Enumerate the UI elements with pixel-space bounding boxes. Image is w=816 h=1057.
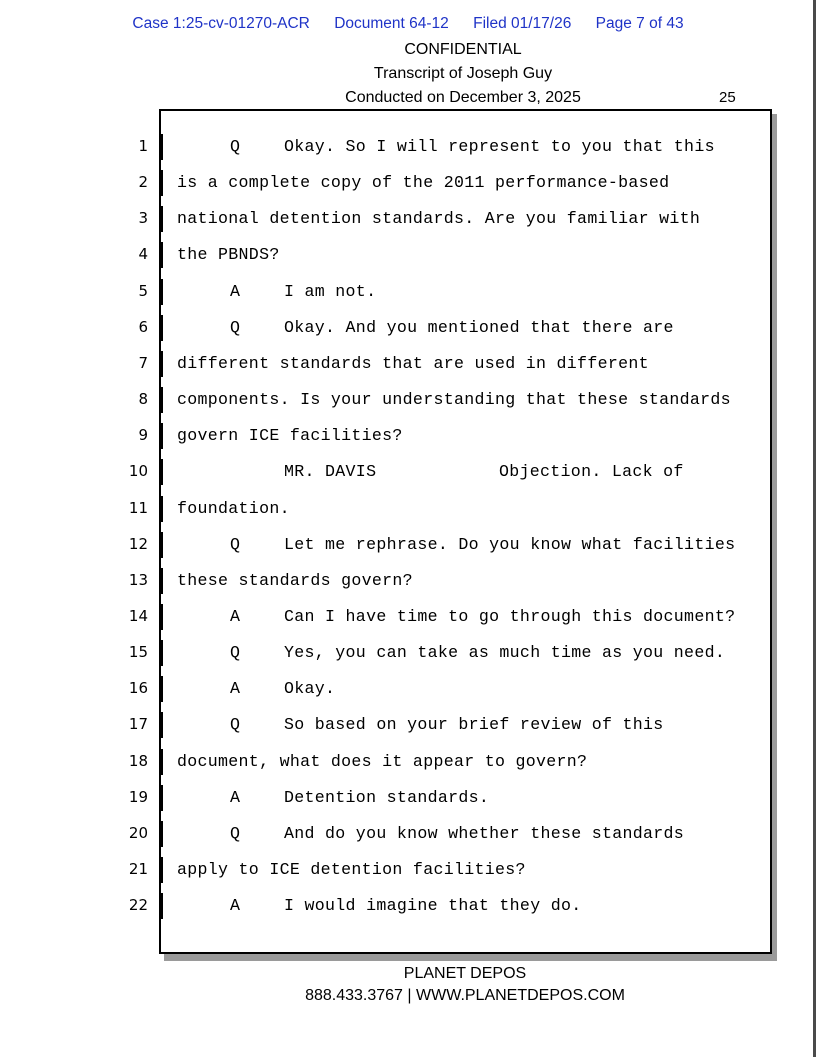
court-filing-header bbox=[0, 15, 816, 33]
line-gutter-rule bbox=[161, 387, 163, 413]
footer-separator: | bbox=[407, 987, 412, 1004]
footer-website: WWW.PLANETDEPOS.COM bbox=[416, 987, 625, 1004]
transcript-line bbox=[0, 462, 816, 498]
line-number: 12 bbox=[128, 534, 148, 553]
line-gutter-rule bbox=[161, 604, 163, 630]
transcript-line bbox=[0, 896, 816, 932]
transcript-page-number: 25 bbox=[719, 89, 736, 106]
line-gutter-rule bbox=[161, 857, 163, 883]
speaker-tag: A bbox=[230, 679, 241, 699]
page-of-total: Page 7 of 43 bbox=[595, 15, 684, 32]
line-number: 15 bbox=[128, 643, 148, 662]
line-gutter-rule bbox=[161, 640, 163, 666]
line-number: 18 bbox=[128, 751, 148, 770]
line-gutter-rule bbox=[161, 134, 163, 160]
line-text: different standards that are used in different bbox=[177, 353, 649, 373]
line-number: 14 bbox=[128, 606, 148, 625]
line-gutter-rule bbox=[161, 676, 163, 702]
line-text: Yes, you can take as much time as you need. bbox=[284, 643, 726, 663]
transcript-line bbox=[0, 245, 816, 281]
line-number: 7 bbox=[138, 353, 148, 372]
line-number: 3 bbox=[138, 209, 148, 228]
speaker-tag: A bbox=[230, 281, 241, 301]
transcript-line bbox=[0, 752, 816, 788]
transcript-line bbox=[0, 788, 816, 824]
transcript-line bbox=[0, 679, 816, 715]
line-number: 4 bbox=[138, 245, 148, 264]
line-number: 9 bbox=[138, 426, 148, 445]
transcript-line bbox=[0, 571, 816, 607]
line-text: is a complete copy of the 2011 performance-based bbox=[177, 173, 670, 193]
line-gutter-rule bbox=[161, 315, 163, 341]
line-text: Let me rephrase. Do you know what facilities bbox=[284, 534, 736, 554]
line-gutter-rule bbox=[161, 568, 163, 594]
transcript-line bbox=[0, 390, 816, 426]
line-gutter-rule bbox=[161, 170, 163, 196]
speaker-tag: A bbox=[230, 896, 241, 916]
transcript-line bbox=[0, 535, 816, 571]
speaker-tag: Q bbox=[230, 137, 241, 156]
transcript-line bbox=[0, 282, 816, 318]
line-gutter-rule bbox=[161, 821, 163, 847]
transcript-line bbox=[0, 715, 816, 751]
line-number: 22 bbox=[128, 896, 148, 915]
line-text: I would imagine that they do. bbox=[284, 896, 582, 916]
line-number: 8 bbox=[138, 390, 148, 409]
line-text: Can I have time to go through this document? bbox=[284, 606, 736, 626]
line-number: 1 bbox=[138, 137, 148, 155]
speaker-tag: Q bbox=[230, 643, 241, 663]
line-text: these standards govern? bbox=[177, 570, 413, 590]
line-number: 13 bbox=[128, 570, 148, 589]
footer-company: PLANET DEPOS bbox=[403, 965, 527, 982]
line-number: 2 bbox=[138, 173, 148, 192]
speaker-tag: Q bbox=[230, 715, 241, 735]
line-gutter-rule bbox=[161, 423, 163, 449]
line-text: Okay. And you mentioned that there are bbox=[284, 317, 674, 337]
line-text: So based on your brief review of this bbox=[284, 715, 664, 735]
transcript-line bbox=[0, 426, 816, 462]
line-gutter-rule bbox=[161, 206, 163, 232]
line-number: 11 bbox=[128, 498, 148, 517]
filed-date: Filed 01/17/26 bbox=[473, 15, 572, 32]
transcript-line bbox=[0, 209, 816, 245]
line-text: I am not. bbox=[284, 281, 377, 301]
transcript-line bbox=[0, 499, 816, 535]
footer-phone: 888.433.3767 bbox=[305, 987, 403, 1004]
line-gutter-rule bbox=[161, 351, 163, 377]
speaker-name: MR. DAVIS bbox=[284, 462, 377, 482]
transcript-line bbox=[0, 318, 816, 354]
line-text: components. Is your understanding that these standards bbox=[177, 390, 731, 410]
line-number: 20 bbox=[128, 823, 148, 842]
speaker-tag: A bbox=[230, 606, 241, 626]
transcript-line bbox=[0, 607, 816, 643]
speaker-tag: Q bbox=[230, 534, 241, 554]
line-number: 6 bbox=[138, 317, 148, 336]
line-text: apply to ICE detention facilities? bbox=[177, 860, 526, 879]
speaker-tag: Q bbox=[230, 823, 241, 843]
line-gutter-rule bbox=[161, 712, 163, 738]
line-number: 21 bbox=[128, 860, 148, 878]
line-gutter-rule bbox=[161, 242, 163, 268]
document-number: Document 64-12 bbox=[334, 15, 449, 32]
line-number: 19 bbox=[128, 787, 148, 806]
line-text: Okay. So I will represent to you that this bbox=[284, 137, 715, 156]
line-gutter-rule bbox=[161, 749, 163, 775]
line-number: 10 bbox=[128, 462, 148, 481]
line-text: Okay. bbox=[284, 679, 336, 699]
confidential-label: CONFIDENTIAL bbox=[404, 41, 522, 58]
footer-contact bbox=[0, 987, 816, 1005]
line-text: And do you know whether these standards bbox=[284, 823, 685, 843]
conducted-date: Conducted on December 3, 2025 bbox=[345, 89, 581, 106]
speaker-tag: A bbox=[230, 787, 241, 807]
line-text: national detention standards. Are you familiar with bbox=[177, 209, 701, 229]
line-number: 17 bbox=[128, 715, 148, 734]
case-number: Case 1:25-cv-01270-ACR bbox=[132, 15, 310, 32]
transcript-title: Transcript of Joseph Guy bbox=[373, 65, 553, 82]
transcript-line bbox=[0, 173, 816, 209]
line-text: govern ICE facilities? bbox=[177, 426, 403, 446]
speaker-tag: Q bbox=[230, 317, 241, 337]
transcript-line bbox=[0, 137, 816, 173]
line-gutter-rule bbox=[161, 532, 163, 558]
line-text: document, what does it appear to govern? bbox=[177, 751, 588, 771]
line-gutter-rule bbox=[161, 459, 163, 485]
transcript-line bbox=[0, 824, 816, 860]
line-text: the PBNDS? bbox=[177, 245, 280, 265]
line-text: Objection. Lack of bbox=[499, 462, 684, 482]
line-gutter-rule bbox=[161, 785, 163, 811]
transcript-line bbox=[0, 643, 816, 679]
line-gutter-rule bbox=[161, 279, 163, 305]
line-text: Detention standards. bbox=[284, 787, 490, 807]
line-text: foundation. bbox=[177, 498, 290, 518]
transcript-line bbox=[0, 860, 816, 896]
line-gutter-rule bbox=[161, 893, 163, 919]
line-gutter-rule bbox=[161, 496, 163, 522]
transcript-line bbox=[0, 354, 816, 390]
line-number: 5 bbox=[138, 281, 148, 300]
line-number: 16 bbox=[128, 679, 148, 698]
